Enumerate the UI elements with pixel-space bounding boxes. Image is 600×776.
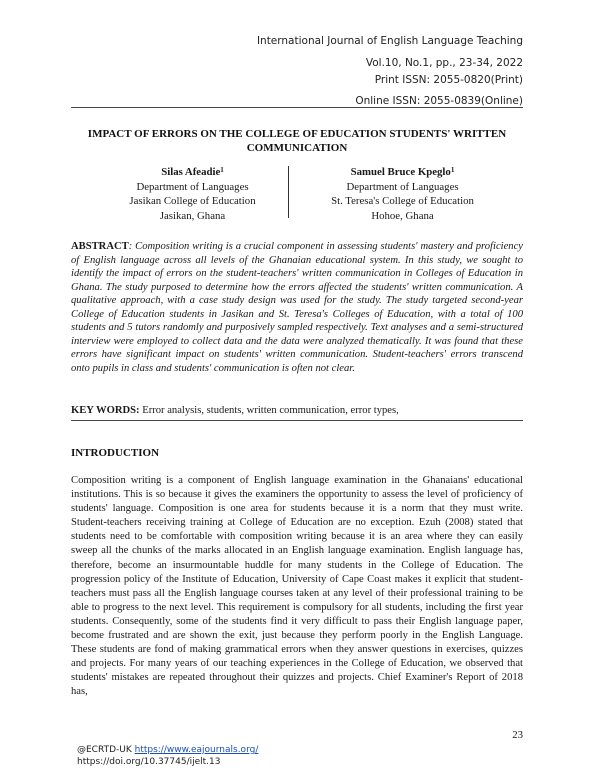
author-divider	[288, 166, 289, 218]
paper-title	[71, 127, 523, 155]
author-name: Silas Afeadie	[161, 166, 221, 178]
keywords-divider	[71, 420, 523, 421]
keywords-text: Error analysis, students, written communication, error types,	[139, 405, 399, 416]
author-college: Jasikan College of Education	[129, 195, 256, 207]
author-location: Hohoe, Ghana	[371, 209, 434, 222]
paper-title-line-1: IMPACT OF ERRORS ON THE COLLEGE OF EDUCATION STUDENTS' WRITTEN	[87, 128, 507, 140]
section-heading-introduction: INTRODUCTION	[71, 447, 160, 459]
header-divider	[71, 107, 523, 108]
introduction-paragraph: Composition writing is a component of English language examination in the Ghanaians' educational institutions. This is so because it gives the examiners the opportunity to assess the level of proficiency of students' language. Composition is one area for students because it is a norm that they must write. Student-teachers receiving training at College of Education are no exception. Ezuh (2008) stated that students need to be comfortable with composition writing because it is an area where they can easily sweep all the chunks of the marks allocated in an English language examination. English language has, therefore, become an insurmountable huddle for many students in the College of Education. The progression policy of the Institute of Education, University of Cape Coast makes it explicit that student-teachers must pass all the English language courses taken at any level of their professional training to be able to progress to the next level. This requirement is compulsory for all students, including the first year students. Consequently, some of the students find it very difficult to pass their English language paper, become frustrated and are shown the exit, just because they perform poorly in the English Language. These students are fond of making grammatical errors when they answer questions in exercises, quizzes and projects. For many years of our teaching experiences in the College of Education, we observed that students' mistakes are repeated throughout their quizzes and projects. Chief Examiner's Report of 2018 has,	[71, 475, 523, 698]
author-name-line	[290, 165, 515, 180]
volume-info: Vol.10, No.1, pp., 23-34, 2022	[365, 57, 523, 69]
author-name: Samuel Bruce Kpeglo	[350, 166, 451, 178]
author-department: Department of Languages	[346, 180, 459, 193]
abstract-label: ABSTRACT	[71, 241, 129, 252]
keywords-label: KEY WORDS:	[71, 405, 140, 416]
author-department: Department of Languages	[136, 180, 249, 193]
journal-name: International Journal of English Language Teaching	[256, 35, 523, 47]
author-block-1	[80, 165, 305, 223]
footer-publisher: @ECRTD-UK	[77, 745, 135, 755]
author-affiliation-mark: 1	[450, 166, 455, 174]
online-issn: Online ISSN: 2055-0839(Online)	[355, 95, 523, 107]
author-block-2	[290, 165, 515, 223]
footer-doi: https://doi.org/10.37745/ijelt.13	[77, 757, 221, 767]
journal-website-link[interactable]: https://www.eajournals.org/	[134, 745, 259, 755]
print-issn: Print ISSN: 2055-0820(Print)	[374, 74, 523, 86]
author-college: St. Teresa's College of Education	[331, 195, 474, 207]
author-location: Jasikan, Ghana	[159, 209, 226, 222]
page-footer	[77, 744, 258, 768]
page-number: 23	[512, 729, 523, 741]
abstract-text: : Composition writing is a crucial component in assessing students' mastery and proficiency of English language across all levels of the Ghanaian educational system. In this study, we sought to identify the impact of errors on the student-teachers' written communication in Colleges of Education in Ghana. The study purposed to determine how the errors affected the students' written communication. A qualitative approach, with a case study design was used for the study. The study targeted second-year College of Education students in Jasikan and St. Teresa's Colleges of Education, with a total of 100 students and 5 tutors randomly and purposively sampled respectively. Text analyses and a semi-structured interview were employed to collect data and the data were analyzed thematically. It was found that these errors have significant impact on students' written communication. Student-teachers' errors transcend onto pupils in class and students' communication is often not clear.	[71, 241, 523, 374]
author-affiliation-mark: 1	[220, 166, 224, 174]
keywords	[71, 404, 523, 417]
abstract	[71, 240, 523, 375]
author-name-line	[80, 165, 305, 180]
paper-title-line-2: COMMUNICATION	[246, 142, 348, 154]
footer-publisher-line	[77, 744, 258, 756]
